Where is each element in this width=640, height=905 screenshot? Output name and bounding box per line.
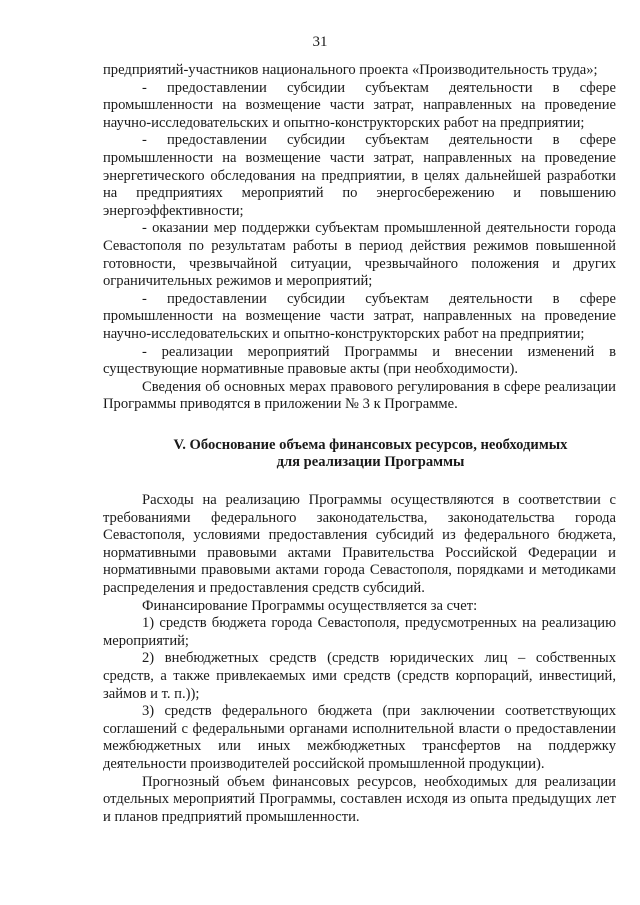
paragraph: 3) средств федерального бюджета (при заключении соответствующих соглашений с федеральными органами исполнительной власти о предоставлении межбюджетных или иных межбюджетных трансфертов на поддержку деятельности производителей российской промышленной продукции). bbox=[103, 703, 616, 772]
paragraph: - предоставлении субсидии субъектам деятельности в сфере промышленности на возмещение части затрат, направленных на проведение научно-исследовательских и опытно-конструкторских работ на предприятии; bbox=[103, 79, 616, 131]
page-number: 31 bbox=[312, 34, 328, 50]
paragraph: 1) средств бюджета города Севастополя, предусмотренных на реализацию мероприятий; bbox=[103, 615, 616, 649]
document-body bbox=[103, 62, 616, 826]
paragraph-group-top bbox=[103, 62, 616, 414]
paragraph: Финансирование Программы осуществляется за счет: bbox=[142, 597, 478, 614]
paragraph-group-bottom bbox=[103, 492, 616, 826]
paragraph: - предоставлении субсидии субъектам деятельности в сфере промышленности на возмещение части затрат, направленных на проведение энергетического обследования на предприятии, в целях дальнейшей разработки на предприятиях мероприятий по энергосбережению и повышению энергоэффективности; bbox=[103, 132, 616, 219]
paragraph: - оказании мер поддержки субъектам промышленной деятельности города Севастополя по результатам работы в период действия режимов повышенной готовности, чрезвычайной ситуации, чрезвычайного положения и других ограничительных режимов и мероприятий; bbox=[103, 220, 616, 290]
paragraph: - предоставлении субсидии субъектам деятельности в сфере промышленности на возмещение части затрат, направленных на проведение научно-исследовательских и опытно-конструкторских работ на предприятии; bbox=[103, 290, 616, 342]
section-heading bbox=[103, 437, 616, 472]
paragraph: Расходы на реализацию Программы осуществляются в соответствии с требованиями федерального законодательства, законодательства города Севастополя, условиями предоставления субсидий из федерального бюджета, нормативными правовыми актами Правительства Российской Федерации и нормативными правовыми актами города Севастополя, порядками и методиками распределения и предоставления средств субсидий. bbox=[103, 492, 616, 597]
paragraph: 2) внебюджетных средств (средств юридических лиц – собственных средств, а также привлекаемых ими средств (средств корпораций, инвестиций, займов и т. п.)); bbox=[103, 650, 616, 702]
paragraph: - реализации мероприятий Программы и внесении изменений в существующие нормативные правовые акты (при необходимости). bbox=[103, 343, 616, 378]
paragraph: предприятий-участников национального проекта «Производительность труда»; bbox=[103, 62, 598, 78]
paragraph: Прогнозный объем финансовых ресурсов, необходимых для реализации отдельных мероприятий Программы, составлен исходя из опыта предыдущих лет и планов предприятий промышленности. bbox=[103, 773, 616, 825]
section-heading-line-2: для реализации Программы bbox=[276, 454, 465, 471]
paragraph: Сведения об основных мерах правового регулирования в сфере реализации Программы приводятся в приложении № 3 к Программе. bbox=[103, 378, 616, 413]
section-heading-line-1: V. Обоснование объема финансовых ресурсов, необходимых bbox=[173, 436, 568, 453]
